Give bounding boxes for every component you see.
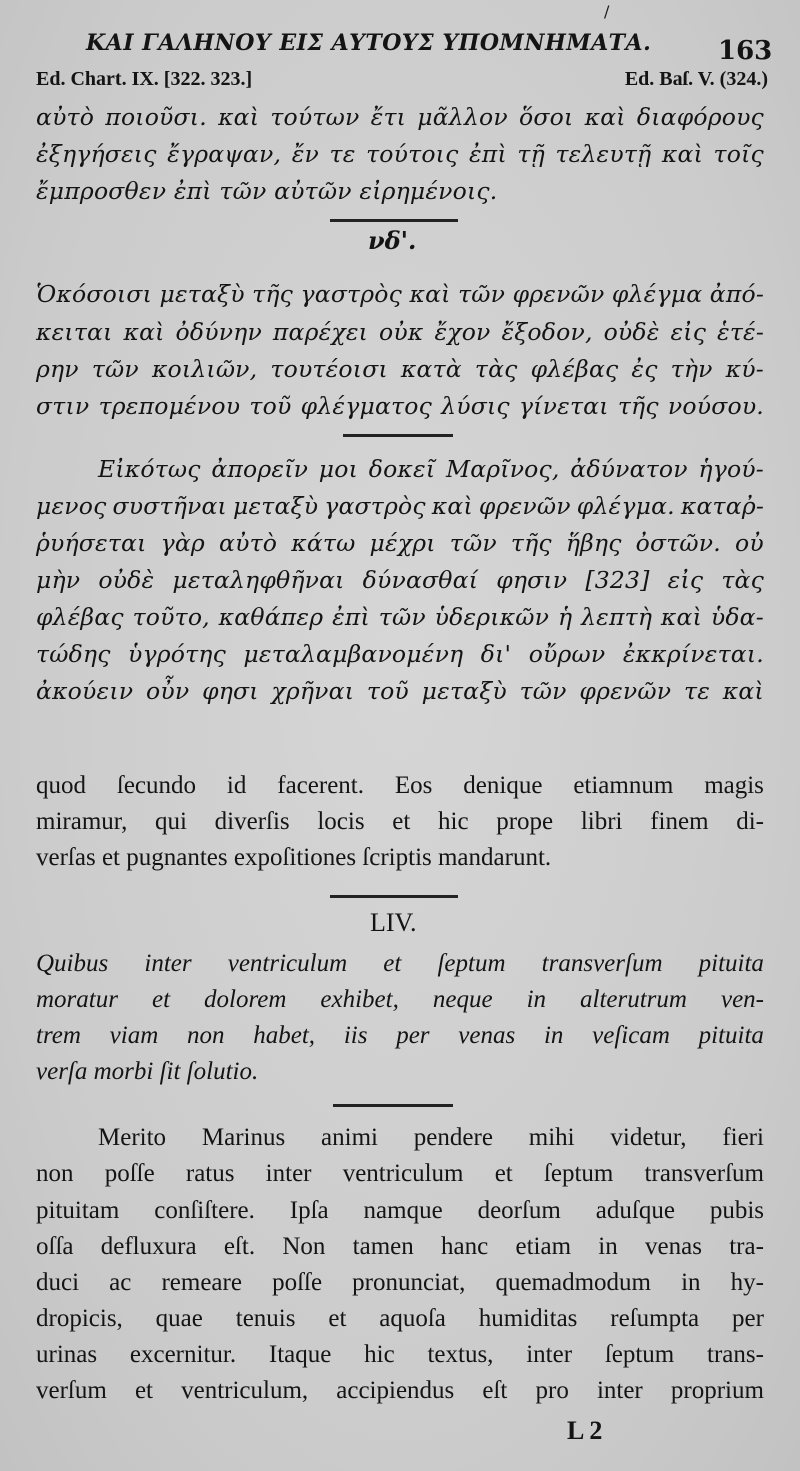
word: ἔχον (434, 318, 491, 346)
word: φλέβας (36, 603, 124, 631)
word: δι' (480, 640, 512, 668)
word: Marinus (201, 1124, 286, 1151)
word: per (396, 1022, 430, 1049)
word: viam (109, 1022, 159, 1049)
word: γίνεται (518, 392, 609, 420)
word: veſicam (592, 1022, 670, 1049)
edition-reference-right: Ed. Baſ. V. (324.) (624, 68, 768, 90)
word: κοιλιῶν, (151, 355, 258, 383)
word: οὐδὲ (603, 318, 660, 346)
word: καὶ (409, 280, 451, 308)
word: textus, (427, 1341, 494, 1368)
word: poſſe (272, 1269, 323, 1296)
latin-aphorism-line (36, 950, 764, 978)
word: δύνασθαί (362, 566, 479, 594)
word: εἰς (667, 566, 704, 594)
word: οὔρων (528, 640, 606, 668)
word: τούτων (270, 103, 360, 131)
greek-commentary-line (36, 566, 764, 594)
word: dropicis, (36, 1305, 123, 1332)
latin-commentary-line (36, 1269, 764, 1297)
word: τοῖς (713, 140, 764, 168)
word: fieri (722, 1124, 764, 1151)
word: Merito (98, 1124, 167, 1151)
word: διαφόρους (636, 103, 764, 131)
word: ἡγού- (698, 455, 764, 483)
word: hanc (441, 1233, 489, 1260)
word: ἡ (557, 603, 573, 631)
greek-commentary-line (36, 492, 764, 520)
word: hic (364, 1341, 395, 1368)
word: [323] (585, 566, 650, 594)
word: ῥυήσεται (36, 529, 147, 557)
word: transverſum (644, 1160, 764, 1187)
word: καὶ (218, 103, 260, 131)
word: qui (155, 808, 187, 835)
word: μεταξὺ (421, 677, 507, 705)
word: alterutrum (580, 986, 687, 1013)
word: μοι (318, 455, 359, 483)
word: ὀδύνην (175, 318, 262, 346)
word: Itaque (268, 1341, 332, 1368)
word: Ipſa (289, 1197, 329, 1224)
word: μενος (36, 492, 107, 520)
word: αὐτὸ (219, 529, 278, 557)
word: dolorem (204, 986, 287, 1013)
word: quae (155, 1305, 203, 1332)
word: ratus (185, 1160, 235, 1187)
word: etiamnum (573, 772, 674, 799)
word: καὶ (431, 492, 473, 520)
word: locis (317, 808, 365, 835)
word: εἰς (670, 318, 707, 346)
word: καὶ (584, 103, 626, 131)
word: τουτέοισι (270, 355, 388, 383)
word: οὐδὲ (98, 566, 155, 594)
word: συστῆναι (112, 492, 227, 520)
word: μεταλαμβανομένη (243, 640, 464, 668)
word: μεταξὺ (159, 280, 245, 308)
greek-aphorism-line (36, 280, 764, 308)
word: tra- (729, 1233, 764, 1260)
word: hic (438, 808, 469, 835)
word: ὑδερικῶν (434, 603, 550, 631)
word: τῆς (510, 529, 552, 557)
word: ἥβης (565, 529, 622, 557)
latin-commentary-line (36, 1160, 764, 1188)
word: ἐξηγήσεις (36, 140, 157, 168)
word: μὴν (36, 566, 81, 594)
word: ἐς (631, 355, 658, 383)
greek-aphorism-line (36, 355, 764, 383)
word: non (187, 1022, 225, 1049)
word: trans- (707, 1341, 764, 1368)
word: ἑτέ- (717, 318, 764, 346)
word: καὶ (660, 603, 703, 631)
word: φησι (202, 677, 259, 705)
latin-intro-line (36, 808, 764, 836)
word: δοκεῖ (368, 455, 436, 483)
word: quod (36, 772, 86, 799)
word: finem (650, 808, 709, 835)
word: verſum (36, 1377, 107, 1404)
word: χρῆναι (271, 677, 355, 705)
word: φρενῶν (512, 280, 605, 308)
word: Quibus (36, 950, 109, 977)
word: pituita (698, 1022, 764, 1049)
word: τῶν (91, 355, 139, 383)
word: ἐπὶ (332, 603, 370, 631)
word: ἔγραψαν, (167, 140, 282, 168)
greek-intro-line: ἔμπροσθεν ἐπὶ τῶν αὐτῶν εἰρημένοις. (36, 177, 498, 205)
word: in (598, 1233, 618, 1260)
word: neque (432, 986, 493, 1013)
word: Ὁκόσοισι (36, 280, 153, 308)
section-divider (330, 895, 458, 898)
word: καταῤ- (680, 492, 764, 520)
word: tamen (352, 1233, 414, 1260)
word: ventriculum (342, 1160, 464, 1187)
latin-commentary-line (36, 1233, 764, 1261)
greek-commentary-line (36, 529, 764, 557)
word: pronunciat, (352, 1269, 466, 1296)
word: λύσις (441, 392, 510, 420)
word: diverſis (214, 808, 290, 835)
latin-commentary-line (36, 1341, 764, 1369)
greek-section-number: νδ'. (368, 226, 417, 255)
word: et (328, 1305, 347, 1332)
word: τοῦ (366, 677, 409, 705)
word: ἔν (291, 140, 319, 168)
edition-reference-left: Ed. Chart. IX. [322. 323.] (36, 68, 253, 90)
word: per (732, 1305, 764, 1332)
word: ſeptum (604, 1341, 675, 1368)
word: tenuis (235, 1305, 296, 1332)
word: μεταληφθῆναι (172, 566, 345, 594)
word: τρεπομένου (98, 392, 241, 420)
section-divider (333, 1104, 453, 1107)
word: μέχρι (369, 529, 436, 557)
word: ὑγρότης (128, 640, 226, 668)
word: Εἰκότως (98, 455, 201, 483)
word: mihi (528, 1124, 575, 1151)
word: κατὰ (400, 355, 462, 383)
word: κειται (36, 318, 113, 346)
word: in (681, 1269, 701, 1296)
greek-commentary-line (36, 677, 764, 705)
word: et (134, 1377, 153, 1404)
word: aduſque (595, 1197, 675, 1224)
word: οὐ (735, 529, 764, 557)
latin-commentary-line (36, 1377, 764, 1405)
word: eſt. (223, 1233, 256, 1260)
word: proprium (670, 1377, 764, 1404)
word: ſeptum (543, 1160, 614, 1187)
word: Eos (394, 772, 433, 799)
word: οὖν (145, 677, 190, 705)
greek-intro-line (36, 140, 764, 168)
word: pendere (413, 1124, 493, 1151)
word: κάτω (291, 529, 356, 557)
word: ἀπορεῖν (211, 455, 309, 483)
word: φησιν (496, 566, 568, 594)
greek-intro-line (36, 103, 764, 131)
word: pituita (698, 950, 764, 977)
greek-commentary-text (98, 455, 764, 483)
word: humiditas (478, 1305, 578, 1332)
word: ὅσοι (519, 103, 574, 131)
word: etiam (515, 1233, 572, 1260)
word: γαστρὸς (324, 492, 426, 520)
word: duci (36, 1269, 80, 1296)
word: aquoſa (379, 1305, 446, 1332)
section-divider (343, 434, 453, 437)
word: id (226, 772, 247, 799)
word: τε (684, 677, 711, 705)
word: accipiendus (336, 1377, 455, 1404)
word: et (392, 808, 411, 835)
word: τῶν (449, 529, 497, 557)
word: remeare (161, 1269, 242, 1296)
word: di- (736, 808, 764, 835)
word: poſſe (104, 1160, 155, 1187)
word: pro (535, 1377, 569, 1404)
word: excernitur. (129, 1341, 237, 1368)
word: τελευτῇ (555, 140, 652, 168)
latin-intro-line: verſas et pugnantes expoſitiones ſcriptis mandarunt. (36, 844, 552, 871)
word: λεπτὴ (581, 603, 653, 631)
word: prope (496, 808, 554, 835)
word: φλέγμα. (576, 492, 675, 520)
word: libri (580, 808, 623, 835)
word: φλέβας (530, 355, 619, 383)
word: φλέγμα (611, 280, 703, 308)
word: inter (265, 1160, 312, 1187)
word: et (151, 986, 171, 1013)
word: pituitam (36, 1197, 120, 1224)
word: Μαρῖνος, (445, 455, 560, 483)
word: στιν (36, 392, 90, 420)
word: conſiſtere. (154, 1197, 255, 1224)
word: ſecundo (116, 772, 197, 799)
latin-aphorism-line (36, 986, 764, 1014)
word: τὰς (721, 566, 764, 594)
word: γὰρ (160, 529, 205, 557)
greek-commentary-line (36, 640, 764, 668)
latin-aphorism-line (36, 1022, 764, 1050)
word: ἀπό- (709, 280, 764, 308)
word: denique (463, 772, 543, 799)
word: pubis (709, 1197, 764, 1224)
word: μᾶλλον (417, 103, 508, 131)
page-number: 163 (718, 36, 773, 66)
word: habet, (253, 1022, 316, 1049)
word: in (526, 986, 547, 1013)
word: ρην (36, 355, 79, 383)
latin-commentary-text (98, 1124, 764, 1152)
word: animi (321, 1124, 378, 1151)
word: ἐκκρίνεται. (622, 640, 764, 668)
greek-aphorism-line (36, 318, 764, 346)
word: et (494, 1160, 513, 1187)
latin-intro-line (36, 772, 764, 800)
word: καὶ (722, 677, 764, 705)
word: αὐτὸ (36, 103, 95, 131)
latin-section-number: LIV. (370, 908, 417, 937)
word: venas (645, 1233, 702, 1260)
word: eſt (482, 1377, 508, 1404)
word: τῆς (252, 280, 294, 308)
word: non (36, 1160, 74, 1187)
latin-aphorism-line: verſa morbi ſit ſolutio. (36, 1058, 259, 1085)
word: ποιοῦσι. (105, 103, 207, 131)
word: νούσου. (667, 392, 764, 420)
greek-aphorism-line (36, 392, 764, 420)
word: reſumpta (610, 1305, 700, 1332)
word: οὐκ (379, 318, 424, 346)
word: ἀδύνατον (570, 455, 688, 483)
word: τῆς (617, 392, 659, 420)
word: miramur, (36, 808, 128, 835)
word: transverſum (541, 950, 663, 977)
word: venas (458, 1022, 516, 1049)
word: oſſa (36, 1233, 74, 1260)
word: trem (36, 1022, 81, 1049)
word: τῶν (378, 603, 426, 631)
latin-commentary-line (36, 1124, 764, 1152)
word: quemadmodum (495, 1269, 651, 1296)
greek-commentary-line (36, 603, 764, 631)
word: namque (363, 1197, 443, 1224)
word: ac (109, 1269, 132, 1296)
word: φρενῶν (579, 677, 672, 705)
word: τῇ (517, 140, 545, 168)
word: exhibet, (320, 986, 399, 1013)
word: τούτοις (366, 140, 459, 168)
word: defluxura (100, 1233, 197, 1260)
greek-commentary-line (36, 455, 764, 483)
word: τοῦτο, (132, 603, 210, 631)
word: et (383, 950, 402, 977)
word: καὶ (123, 318, 165, 346)
running-title: ΚΑΙ ΓΑΛΗΝΟΥ ΕΙΣ ΑΥΤΟΥΣ ΥΠΟΜΝΗΜΑΤΑ. (86, 30, 652, 56)
signature-mark: L 2 (567, 1416, 603, 1445)
word: iis (343, 1022, 368, 1049)
word: τοῦ (249, 392, 292, 420)
word: τώδης (36, 640, 111, 668)
word: ὑδα- (710, 603, 764, 631)
word: ventriculum, (181, 1377, 309, 1404)
word: hy- (730, 1269, 764, 1296)
word: ven- (720, 986, 764, 1013)
word: inter (526, 1341, 573, 1368)
word: facerent. (277, 772, 364, 799)
word: ἔξοδον, (501, 318, 593, 346)
word: φλέγματος (300, 392, 432, 420)
word: τῶν (458, 280, 506, 308)
word: ἀκούειν (36, 677, 134, 705)
word: ventriculum (227, 950, 348, 977)
word: Non (282, 1233, 326, 1260)
word: γαστρὸς (300, 280, 402, 308)
word: ὀστῶν. (635, 529, 721, 557)
word: inter (144, 950, 192, 977)
word: τε (329, 140, 356, 168)
section-divider (330, 219, 458, 222)
word: inter (596, 1377, 643, 1404)
margin-tick: / (604, 2, 610, 21)
word: videtur, (610, 1124, 687, 1151)
word: τὰς (474, 355, 518, 383)
word: moratur (36, 986, 118, 1013)
latin-commentary-line (36, 1197, 764, 1225)
word: τὴν (670, 355, 713, 383)
word: κύ- (725, 355, 764, 383)
word: τῶν (519, 677, 567, 705)
word: ſeptum (437, 950, 506, 977)
latin-commentary-line (36, 1305, 764, 1333)
word: deorſum (477, 1197, 561, 1224)
word: μεταξὺ (233, 492, 319, 520)
word: ἐπὶ (469, 140, 507, 168)
word: in (543, 1022, 564, 1049)
word: φρενῶν (478, 492, 571, 520)
word: καθάπερ (218, 603, 324, 631)
word: magis (704, 772, 764, 799)
word: καὶ (661, 140, 703, 168)
word: urinas (36, 1341, 98, 1368)
word: παρέχει (272, 318, 369, 346)
word: ἔτι (370, 103, 407, 131)
